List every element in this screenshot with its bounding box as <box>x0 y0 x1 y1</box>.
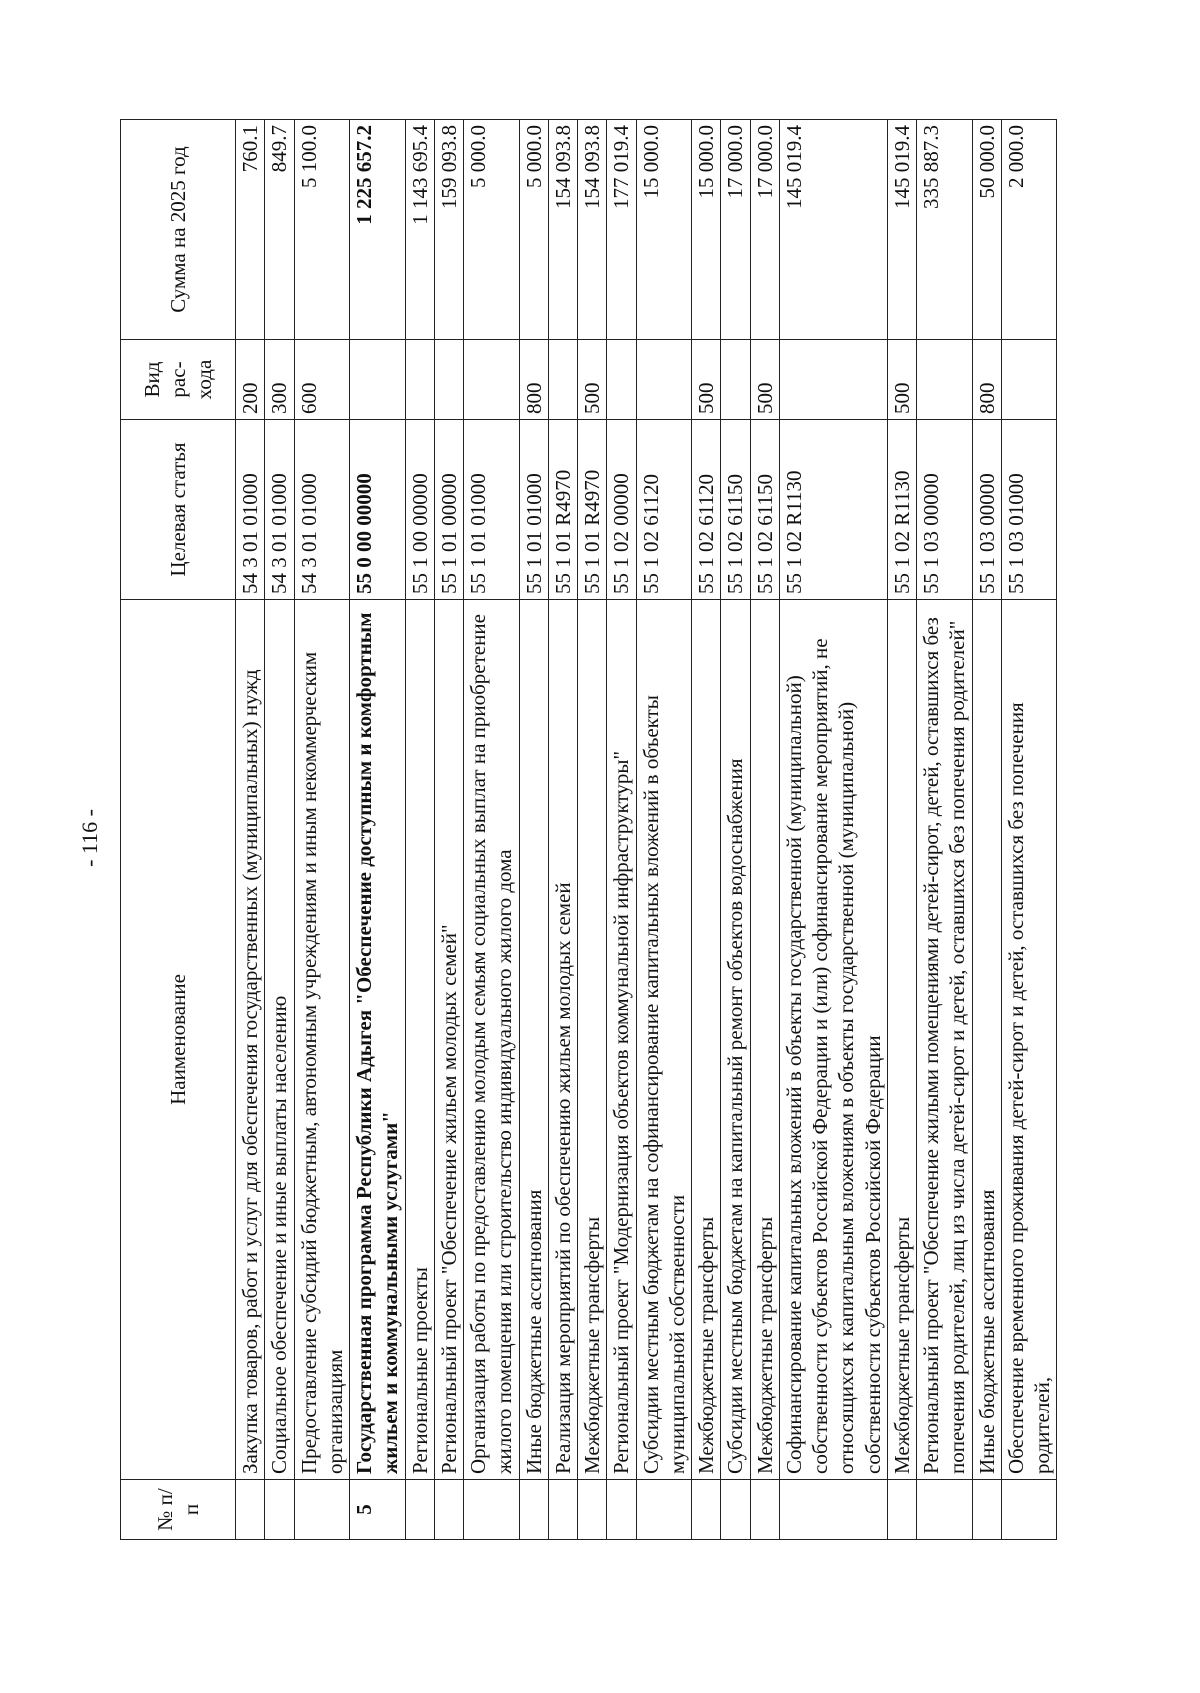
cell-code: 55 1 02 R1130 <box>887 420 916 600</box>
table-row <box>607 120 636 1540</box>
table-row <box>405 120 434 1540</box>
cell-code: 55 1 03 00000 <box>972 420 1001 600</box>
cell-sum: 760.1 <box>236 120 265 340</box>
cell-name: Обеспечение временного проживания детей-сирот и детей, оставшихся без попечения родителей, <box>1001 600 1057 1480</box>
cell-no <box>721 1480 750 1540</box>
table-row <box>692 120 721 1540</box>
cell-name: Государственная программа Республики Адыгея "Обеспечение доступным и комфортным жильем и коммунальными услугами" <box>350 600 406 1480</box>
cell-code: 55 1 01 R4970 <box>578 420 607 600</box>
cell-name: Предоставление субсидий бюджетным, автономным учреждениям и иным некоммерческим организациям <box>294 600 350 1480</box>
table-row <box>464 120 520 1540</box>
cell-code: 55 1 02 R1130 <box>779 420 887 600</box>
cell-no: 5 <box>350 1480 406 1540</box>
cell-no <box>917 1480 973 1540</box>
table-row <box>236 120 265 1540</box>
table-row <box>721 120 750 1540</box>
cell-name: Закупка товаров, работ и услуг для обеспечения государственных (муниципальных) нужд <box>236 600 265 1480</box>
cell-kind: 600 <box>294 340 350 420</box>
cell-name: Организация работы по предоставлению молодым семьям социальных выплат на приобретение жилого помещения или строительство индивидуального жилого дома <box>464 600 520 1480</box>
cell-no <box>692 1480 721 1540</box>
cell-sum: 849.7 <box>265 120 294 340</box>
cell-sum: 5 000.0 <box>519 120 548 340</box>
cell-code: 55 1 02 00000 <box>607 420 636 600</box>
page-number: - 116 - <box>77 809 102 867</box>
cell-name: Межбюджетные трансферты <box>750 600 779 1480</box>
cell-sum: 145 019.4 <box>779 120 887 340</box>
cell-kind <box>607 340 636 420</box>
cell-sum: 1 143 695.4 <box>405 120 434 340</box>
cell-no <box>607 1480 636 1540</box>
cell-code: 54 3 01 01000 <box>294 420 350 600</box>
cell-kind <box>434 340 463 420</box>
cell-kind <box>464 340 520 420</box>
cell-kind: 500 <box>578 340 607 420</box>
cell-name: Иные бюджетные ассигнования <box>972 600 1001 1480</box>
table-row <box>350 120 406 1540</box>
cell-sum: 177 019.4 <box>607 120 636 340</box>
cell-kind <box>350 340 406 420</box>
cell-kind <box>917 340 973 420</box>
rotated-content <box>120 120 1070 1540</box>
cell-name: Софинансирование капитальных вложений в объекты государственной (муниципальной) собственности субъектов Российской Федерации и (или) софинансирование мероприятий, не относящихся к капитальным вложениям в объекты государственной (муниципальной) собственности субъектов Российской Федерации <box>779 600 887 1480</box>
cell-sum: 2 000.0 <box>1001 120 1057 340</box>
table-row <box>750 120 779 1540</box>
cell-name: Субсидии местным бюджетам на софинансирование капитальных вложений в объекты муниципальной собственности <box>636 600 692 1480</box>
cell-name: Региональный проект "Обеспечение жильем молодых семей" <box>434 600 463 1480</box>
table-row <box>294 120 350 1540</box>
cell-no <box>779 1480 887 1540</box>
cell-sum: 1 225 657.2 <box>350 120 406 340</box>
cell-code: 55 1 02 61120 <box>692 420 721 600</box>
cell-code: 55 1 01 R4970 <box>548 420 577 600</box>
cell-sum: 15 000.0 <box>692 120 721 340</box>
cell-kind <box>548 340 577 420</box>
table-row <box>917 120 973 1540</box>
cell-no <box>265 1480 294 1540</box>
cell-kind: 800 <box>519 340 548 420</box>
table-row <box>1001 120 1057 1540</box>
cell-code: 55 1 02 61150 <box>721 420 750 600</box>
header-code: Целевая статья <box>121 420 236 600</box>
cell-sum: 50 000.0 <box>972 120 1001 340</box>
table-header-row <box>121 120 236 1540</box>
cell-code: 55 0 00 00000 <box>350 420 406 600</box>
cell-code: 55 1 01 01000 <box>464 420 520 600</box>
cell-kind <box>721 340 750 420</box>
cell-name: Межбюджетные трансферты <box>578 600 607 1480</box>
cell-sum: 145 019.4 <box>887 120 916 340</box>
cell-name: Региональные проекты <box>405 600 434 1480</box>
cell-no <box>636 1480 692 1540</box>
cell-sum: 154 093.8 <box>548 120 577 340</box>
header-sum: Сумма на 2025 год <box>121 120 236 340</box>
cell-code: 55 1 01 01000 <box>519 420 548 600</box>
cell-kind: 800 <box>972 340 1001 420</box>
cell-name: Иные бюджетные ассигнования <box>519 600 548 1480</box>
table-row <box>519 120 548 1540</box>
table-row <box>636 120 692 1540</box>
table-row <box>548 120 577 1540</box>
cell-no <box>464 1480 520 1540</box>
cell-sum: 335 887.3 <box>917 120 973 340</box>
cell-code: 55 1 02 61120 <box>636 420 692 600</box>
page-number-wrap <box>70 780 110 900</box>
cell-sum: 5 100.0 <box>294 120 350 340</box>
table-row <box>434 120 463 1540</box>
table-body <box>236 120 1057 1540</box>
table-row <box>972 120 1001 1540</box>
cell-name: Субсидии местным бюджетам на капитальный ремонт объектов водоснабжения <box>721 600 750 1480</box>
budget-table <box>120 119 1057 1540</box>
cell-sum: 159 093.8 <box>434 120 463 340</box>
table-row <box>265 120 294 1540</box>
header-no: № п/п <box>121 1480 236 1540</box>
header-kind: Вид рас-хода <box>121 340 236 420</box>
cell-kind: 500 <box>750 340 779 420</box>
cell-no <box>236 1480 265 1540</box>
header-name: Наименование <box>121 600 236 1480</box>
cell-no <box>972 1480 1001 1540</box>
cell-no <box>887 1480 916 1540</box>
cell-no <box>519 1480 548 1540</box>
table-row <box>578 120 607 1540</box>
cell-name: Межбюджетные трансферты <box>887 600 916 1480</box>
cell-code: 55 1 00 00000 <box>405 420 434 600</box>
cell-code: 54 3 01 01000 <box>265 420 294 600</box>
cell-no <box>578 1480 607 1540</box>
cell-kind: 500 <box>887 340 916 420</box>
cell-sum: 154 093.8 <box>578 120 607 340</box>
cell-name: Реализация мероприятий по обеспечению жильем молодых семей <box>548 600 577 1480</box>
cell-sum: 5 000.0 <box>464 120 520 340</box>
cell-no <box>434 1480 463 1540</box>
cell-code: 55 1 02 61150 <box>750 420 779 600</box>
table-row <box>887 120 916 1540</box>
cell-no <box>1001 1480 1057 1540</box>
cell-kind: 200 <box>236 340 265 420</box>
cell-sum: 17 000.0 <box>750 120 779 340</box>
cell-kind <box>405 340 434 420</box>
cell-code: 55 1 03 01000 <box>1001 420 1057 600</box>
cell-kind <box>636 340 692 420</box>
cell-code: 55 1 03 00000 <box>917 420 973 600</box>
cell-code: 54 3 01 01000 <box>236 420 265 600</box>
cell-no <box>405 1480 434 1540</box>
cell-kind: 300 <box>265 340 294 420</box>
cell-sum: 17 000.0 <box>721 120 750 340</box>
cell-name: Региональный проект "Модернизация объектов коммунальной инфраструктуры" <box>607 600 636 1480</box>
cell-kind <box>1001 340 1057 420</box>
cell-no <box>294 1480 350 1540</box>
cell-no <box>750 1480 779 1540</box>
cell-kind: 500 <box>692 340 721 420</box>
cell-sum: 15 000.0 <box>636 120 692 340</box>
cell-name: Региональный проект "Обеспечение жилыми помещениями детей-сирот, детей, оставшихся без попечения родителей, лиц из числа детей-сирот и детей, оставшихся без попечения родителей" <box>917 600 973 1480</box>
cell-name: Межбюджетные трансферты <box>692 600 721 1480</box>
cell-code: 55 1 01 00000 <box>434 420 463 600</box>
table-row <box>779 120 887 1540</box>
cell-no <box>548 1480 577 1540</box>
cell-name: Социальное обеспечение и иные выплаты населению <box>265 600 294 1480</box>
cell-kind <box>779 340 887 420</box>
